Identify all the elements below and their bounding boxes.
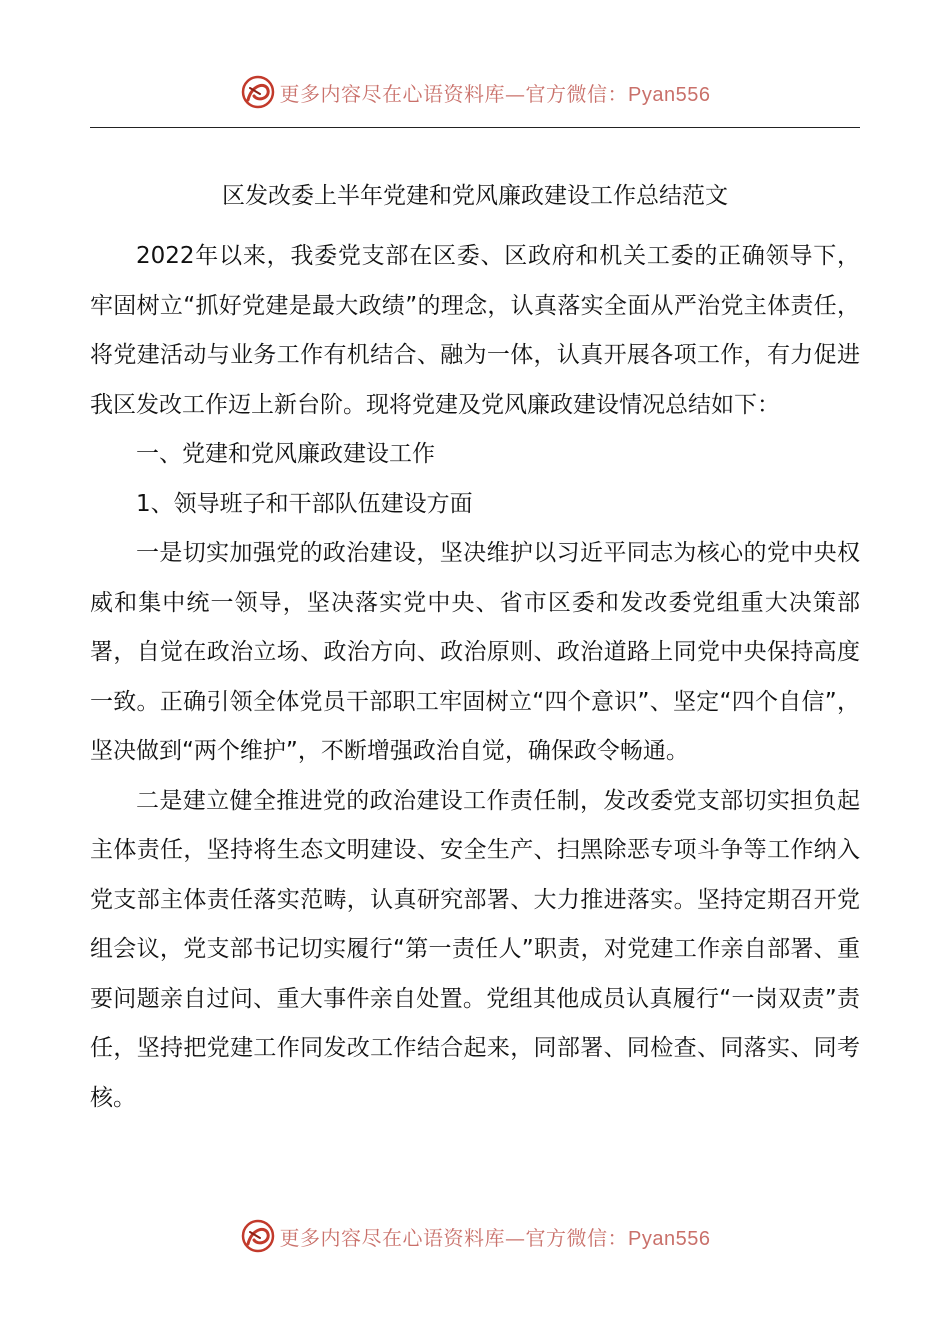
- header-banner: [0, 72, 950, 112]
- paragraph-intro: 2022年以来，我委党支部在区委、区政府和机关工委的正确领导下，牢固树立“抓好党建是最大政绩”的理念，认真落实全面从严治党主体责任，将党建活动与业务工作有机结合、融为一体，认真开展各项工作，有力促进我区发改工作迈上新台阶。现将党建及党风廉政建设情况总结如下：: [90, 243, 860, 418]
- header-wechat-id: Pyan556: [628, 83, 711, 106]
- header-banner-prefix: 更多内容尽在心语资料库—官方微信：: [279, 81, 629, 106]
- document-title: 区发改委上半年党建和党风廉政建设工作总结范文: [222, 183, 728, 209]
- subsection-heading: 1、领导班子和干部队伍建设方面: [136, 490, 473, 517]
- header-divider: [90, 127, 860, 128]
- header-banner-text: [280, 78, 711, 107]
- footer-banner-prefix: 更多内容尽在心语资料库—官方微信：: [279, 1225, 629, 1250]
- footer-banner: [0, 1216, 950, 1256]
- red-swirl-logo-icon: [240, 74, 276, 110]
- red-swirl-logo-icon: [240, 1218, 276, 1254]
- section-heading: 一、党建和党风廉政建设工作: [136, 441, 435, 467]
- paragraph-point-one: 一是切实加强党的政治建设，坚决维护以习近平同志为核心的党中央权威和集中统一领导，坚决落实党中央、省市区委和发改委党组重大决策部署，自觉在政治立场、政治方向、政治原则、政治道路上同党中央保持高度一致。正确引领全体党员干部职工牢固树立“四个意识”、坚定“四个自信”，坚决做到“两个维护”，不断增强政治自觉，确保政令畅通。: [90, 540, 860, 764]
- footer-wechat-id: Pyan556: [628, 1227, 711, 1250]
- document-body: [90, 232, 860, 1123]
- paragraph-point-two: 二是建立健全推进党的政治建设工作责任制，发改委党支部切实担负起主体责任，坚持将生态文明建设、安全生产、扫黑除恶专项斗争等工作纳入党支部主体责任落实范畴，认真研究部署、大力推进落实。坚持定期召开党组会议，党支部书记切实履行“第一责任人”职责，对党建工作亲自部署、重要问题亲自过问、重大事件亲自处置。党组其他成员认真履行“一岗双责”责任，坚持把党建工作同发改工作结合起来，同部署、同检查、同落实、同考核。: [90, 787, 860, 1111]
- footer-banner-text: [280, 1222, 711, 1251]
